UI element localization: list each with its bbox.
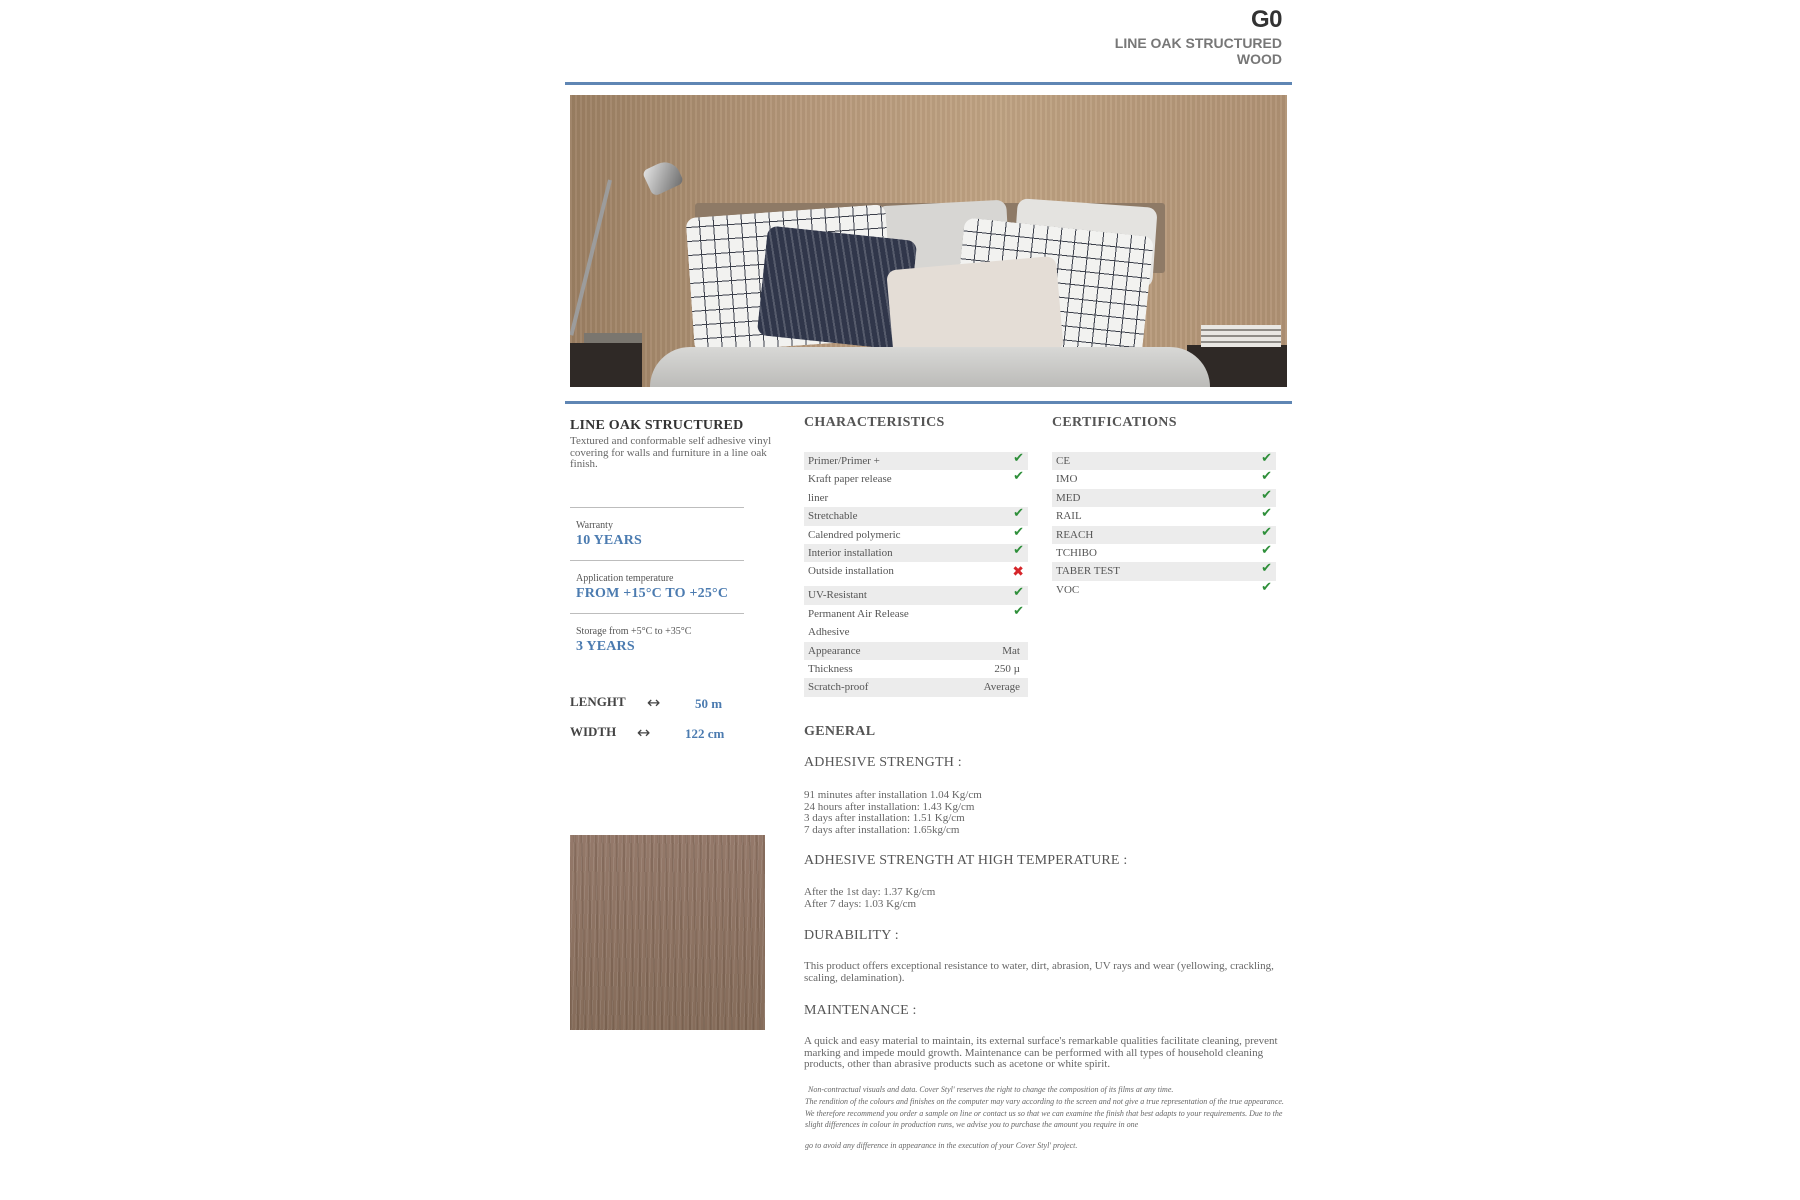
check-icon: ✔ bbox=[1261, 506, 1272, 522]
length-value: 50 m bbox=[695, 696, 723, 711]
cross-icon: ✖ bbox=[1012, 564, 1024, 581]
check-icon: ✔ bbox=[1261, 469, 1272, 485]
check-icon: ✔ bbox=[1013, 451, 1024, 466]
table-row: Scratch-proof Average bbox=[804, 678, 1028, 696]
table-row: Stretchable ✔ bbox=[804, 507, 1028, 525]
check-icon: ✔ bbox=[1013, 603, 1024, 619]
table-row: Appearance Mat bbox=[804, 642, 1028, 660]
certifications-heading: CERTIFICATIONS bbox=[1052, 415, 1177, 430]
table-row: VOC ✔ bbox=[1056, 579, 1272, 596]
width-label: WIDTH bbox=[570, 724, 617, 739]
table-row: Interior installation ✔ bbox=[804, 544, 1028, 562]
check-icon: ✔ bbox=[1013, 524, 1024, 540]
storage-label: Storage from +5°C to +35°C bbox=[576, 626, 692, 637]
table-row: Kraft paper release ✔ bbox=[808, 469, 1024, 486]
product-code: G0 bbox=[1250, 6, 1282, 33]
adhesive-strength-text: 91 minutes after installation 1.04 Kg/cm 24 hours after installation: 1.43 Kg/cm 3 days after installation: 1.51 Kg/cm 7 days after installation: 1.65kg/cm bbox=[804, 789, 982, 836]
table-row: REACH ✔ bbox=[1052, 526, 1276, 544]
width-value: 122 cm bbox=[685, 726, 725, 741]
wood-swatch-image bbox=[570, 835, 765, 1030]
table-row: Adhesive bbox=[808, 626, 850, 639]
disclaimer-line3: go to avoid any difference in appearance in the execution of your Cover Styl' project. bbox=[805, 1141, 1078, 1150]
spec-divider bbox=[570, 560, 744, 561]
durability-text: This product offers exceptional resistance to water, dirt, abrasion, UV rays and wear (yellowing, crackling, scaling, delamination). bbox=[804, 960, 1274, 984]
check-icon: ✔ bbox=[1261, 487, 1272, 503]
high-temperature-heading: ADHESIVE STRENGTH AT HIGH TEMPERATURE : bbox=[804, 853, 1128, 868]
check-icon: ✔ bbox=[1261, 524, 1272, 540]
certifications-table bbox=[1052, 452, 1276, 599]
table-row: RAIL ✔ bbox=[1056, 506, 1272, 523]
table-row: Calendred polymeric ✔ bbox=[808, 524, 1024, 541]
check-icon: ✔ bbox=[1261, 542, 1272, 558]
check-icon: ✔ bbox=[1013, 542, 1024, 558]
header-divider bbox=[565, 82, 1292, 85]
check-icon: ✔ bbox=[1261, 579, 1272, 595]
maintenance-text: A quick and easy material to maintain, its external surface's remarkable qualities facilitate cleaning, prevent marking and impede mould growth. Maintenance can be performed with all types of household cleaning products, other than abrasive products such as acetone or white spirit. bbox=[804, 1035, 1278, 1070]
warranty-label: Warranty bbox=[576, 520, 613, 531]
table-row: Outside installation ✖ bbox=[808, 564, 1024, 581]
double-arrow-icon: ↔ bbox=[637, 723, 651, 742]
check-icon: ✔ bbox=[1013, 585, 1024, 601]
adhesive-strength-heading: ADHESIVE STRENGTH : bbox=[804, 755, 962, 770]
check-icon: ✔ bbox=[1261, 451, 1272, 466]
double-arrow-icon: ↔ bbox=[647, 693, 661, 712]
table-row: Thickness 250 µ bbox=[808, 662, 1020, 675]
maintenance-heading: MAINTENANCE : bbox=[804, 1003, 917, 1018]
product-header-name: LINE OAK STRUCTURED WOOD bbox=[1114, 35, 1282, 67]
hero-bedroom-image bbox=[570, 95, 1287, 387]
table-row: TCHIBO ✔ bbox=[1056, 542, 1272, 559]
storage-value: 3 YEARS bbox=[576, 639, 635, 654]
check-icon: ✔ bbox=[1261, 561, 1272, 577]
application-temperature-label: Application temperature bbox=[576, 573, 674, 584]
disclaimer-line1: Non-contractual visuals and data. Cover Styl' reserves the right to change the composition of its films at any time. bbox=[808, 1085, 1174, 1094]
spec-divider bbox=[570, 613, 744, 614]
table-row: IMO ✔ bbox=[1056, 469, 1272, 486]
general-heading: GENERAL bbox=[804, 724, 876, 739]
table-row: Permanent Air Release ✔ bbox=[808, 603, 1024, 620]
length-label: LENGHT bbox=[570, 694, 626, 709]
check-icon: ✔ bbox=[1013, 469, 1024, 485]
table-row: MED ✔ bbox=[1052, 489, 1276, 507]
table-row: Primer/Primer + ✔ bbox=[804, 452, 1028, 470]
characteristics-heading: CHARACTERISTICS bbox=[804, 415, 945, 430]
table-row: CE ✔ bbox=[1052, 452, 1276, 470]
table-row: UV-Resistant ✔ bbox=[804, 586, 1028, 604]
product-description: Textured and conformable self adhesive vinyl covering for walls and furniture in a line oak finish. bbox=[570, 435, 772, 470]
table-row: liner bbox=[808, 491, 829, 504]
application-temperature-value: FROM +15°C TO +25°C bbox=[576, 586, 729, 601]
characteristics-table bbox=[804, 452, 1028, 697]
spec-divider bbox=[570, 507, 744, 508]
table-row: TABER TEST ✔ bbox=[1052, 562, 1276, 580]
warranty-value: 10 YEARS bbox=[576, 533, 643, 548]
content-divider bbox=[565, 401, 1292, 404]
check-icon: ✔ bbox=[1013, 506, 1024, 522]
high-temperature-text: After the 1st day: 1.37 Kg/cm After 7 days: 1.03 Kg/cm bbox=[804, 886, 936, 910]
durability-heading: DURABILITY : bbox=[804, 928, 899, 943]
product-title: LINE OAK STRUCTURED bbox=[570, 418, 744, 433]
disclaimer-line2: The rendition of the colours and finishes on the computer may vary according to the screen and not give a true representation of the true appearance. We therefore recommend you order a sample on line or contact us so that we can examine the finish that best adapts to your requirements. Due to the slight differences in colour in production runs, we advise you to purchase the amount you require in one bbox=[805, 1097, 1284, 1129]
